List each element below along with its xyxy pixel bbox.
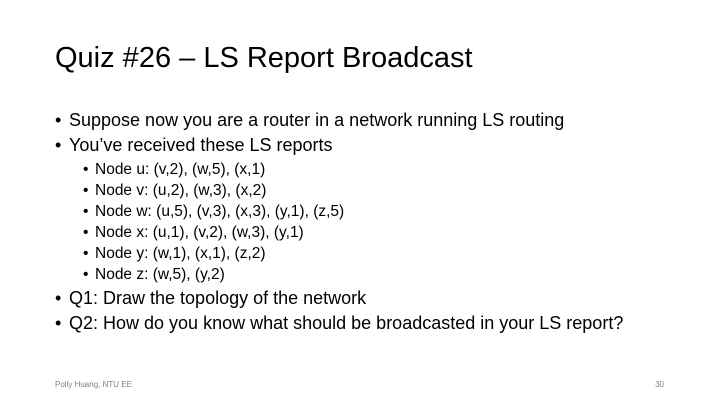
ls-report-item <box>55 222 695 243</box>
sub-bullet-dot-icon: • <box>83 161 89 178</box>
sub-bullet-dot-icon: • <box>83 203 89 220</box>
bullet-dot-icon: • <box>55 288 62 308</box>
bullet-dot-icon: • <box>55 135 62 155</box>
footer-author: Polly Huang, NTU EE <box>55 380 132 389</box>
ls-report-text: Node x: (u,1), (v,2), (w,3), (y,1) <box>95 224 304 241</box>
bullet-item <box>55 311 695 336</box>
bullet-text: You’ve received these LS reports <box>69 135 333 155</box>
ls-report-item <box>55 201 695 222</box>
bullet-item <box>55 108 695 133</box>
slide-content <box>55 108 695 336</box>
ls-report-text: Node y: (w,1), (x,1), (z,2) <box>95 245 266 262</box>
ls-report-item <box>55 264 695 285</box>
sub-bullet-dot-icon: • <box>83 224 89 241</box>
ls-reports-list <box>55 158 695 286</box>
bullet-text: Suppose now you are a router in a network running LS routing <box>69 110 565 130</box>
slide-title: Quiz #26 – LS Report Broadcast <box>55 42 473 74</box>
ls-report-item <box>55 180 695 201</box>
ls-report-text: Node v: (u,2), (w,3), (x,2) <box>95 182 267 199</box>
ls-report-text: Node w: (u,5), (v,3), (x,3), (y,1), (z,5) <box>95 203 345 220</box>
bullet-text: Q2: How do you know what should be broadcasted in your LS report? <box>69 313 624 333</box>
ls-report-text: Node u: (v,2), (w,5), (x,1) <box>95 161 266 178</box>
ls-report-text: Node z: (w,5), (y,2) <box>95 266 225 283</box>
ls-report-item <box>55 243 695 264</box>
sub-bullet-dot-icon: • <box>83 245 89 262</box>
bullet-text: Q1: Draw the topology of the network <box>69 288 367 308</box>
bullet-dot-icon: • <box>55 313 62 333</box>
ls-report-item <box>55 159 695 180</box>
sub-bullet-dot-icon: • <box>83 266 89 283</box>
bullet-item <box>55 133 695 158</box>
bullet-item <box>55 286 695 311</box>
bullet-dot-icon: • <box>55 110 62 130</box>
sub-bullet-dot-icon: • <box>83 182 89 199</box>
slide-number: 30 <box>655 380 664 389</box>
